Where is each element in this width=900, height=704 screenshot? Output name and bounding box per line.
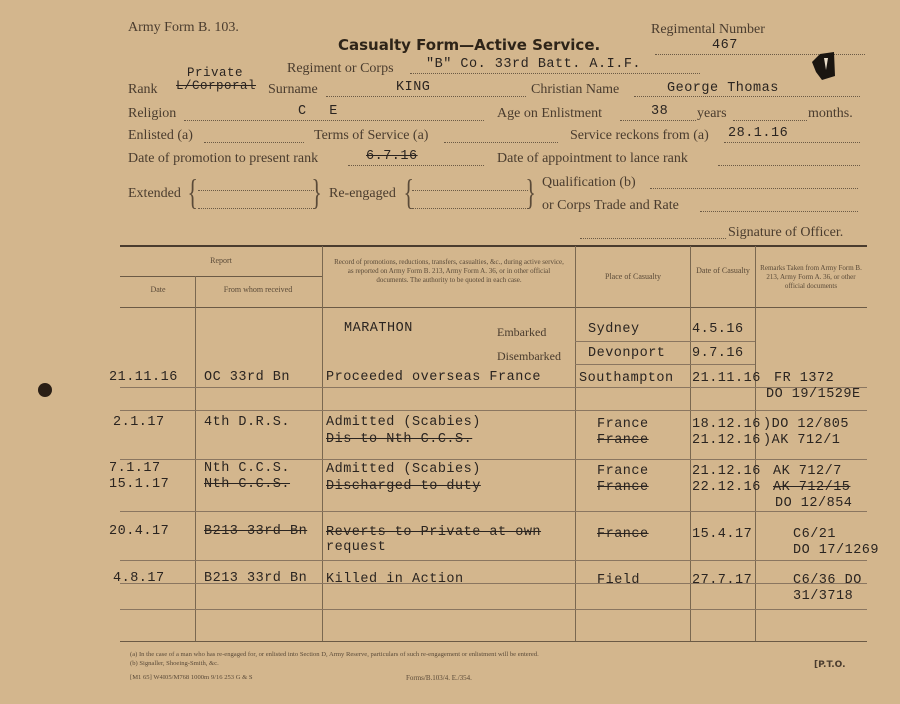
row-record: Dis to Nth C.C.S. [326, 432, 473, 447]
footnote-a: (a) In the case of a man who has re-engaged for, or enlisted into Section D, Army Reserve, particulars of such re-engagement or enlistment will be entered. [130, 651, 539, 658]
surname-label: Surname [268, 82, 318, 97]
row-record: Reverts to Private at own [326, 525, 542, 540]
row-date: 7.1.17 [109, 461, 161, 476]
extended-label: Extended [128, 186, 181, 201]
service-reckons-value: 28.1.16 [728, 126, 789, 141]
col-date: Date [150, 285, 166, 294]
lance-rank-label: Date of appointment to lance rank [497, 151, 688, 166]
row-date: 21.11.16 [109, 370, 178, 385]
disembarked-place: Devonport [588, 346, 666, 361]
row-casualty-date: 18.12.16 [692, 417, 761, 432]
months-label: months. [808, 106, 853, 121]
embarked-date: 4.5.16 [692, 322, 744, 337]
promotion-label: Date of promotion to present rank [128, 151, 319, 166]
terms-label: Terms of Service (a) [314, 128, 429, 143]
pto-label: [P.T.O. [814, 660, 846, 670]
row-casualty-date: 27.7.17 [692, 573, 753, 588]
row-remarks-2: DO 19/1529E [766, 387, 861, 402]
row-record: Discharged to duty [326, 479, 481, 494]
row-record: Killed in Action [326, 572, 464, 587]
hole-punch [38, 383, 52, 397]
surname-value: KING [396, 80, 431, 95]
row-remarks: )AK 712/1 [763, 433, 841, 448]
rank-value-new: Private [187, 66, 244, 80]
qualification-label: Qualification (b) [542, 175, 636, 190]
row-casualty-date: 21.12.16 [692, 464, 761, 479]
col-report: Report [210, 256, 232, 265]
col-remarks: Remarks Taken from Army Form B. 213, Army Form A. 36, or other official documents [760, 264, 862, 290]
embarked-place: Sydney [588, 322, 640, 337]
row-record-2: request [326, 540, 387, 555]
regiment-value: "B" Co. 33rd Batt. A.I.F. [426, 57, 642, 72]
disembarked-label: Disembarked [497, 349, 561, 363]
row-casualty-date: 22.12.16 [692, 480, 761, 495]
row-casualty-date: 15.4.17 [692, 527, 753, 542]
footnote-b: (b) Signaller, Shoeing-Smith, &c. [130, 660, 219, 667]
row-from: 4th D.R.S. [204, 415, 291, 430]
reengaged-label: Re-engaged [329, 186, 396, 201]
row-place: France [597, 527, 649, 542]
ink-blot [808, 50, 838, 82]
row-date: 15.1.17 [109, 477, 170, 492]
age-value: 38 [651, 104, 669, 119]
casualty-form-document: Army Form B. 103. Regimental Number 467 Casualty Form—Active Service. Regiment or Corps "B" Co. 33rd Batt. A.I.F. Rank Private L/Corporal Surname KING Christian Name George Thomas Religion C E Age on Enlistment 38 years months. Enlisted (a) Terms of Service (a) Service reckons from (a) 28.1.16 Date of promotion to present rank 6.7.16 Date of appointment to lance rank Extended { } Re-engaged { } Qualification (b) or Corps Trade and Rate Signature of Officer. Report Date From whom received Record of promotions, reductions, transfers, casualties, &c., during active service, as reported on Army Form B. 213, Army Form A. 36, or in other official documents. The authority to be quoted in each case. Place of Casualty Date of Casualty Remarks Taken from Army Form B. 213, Army Form A. 36, or other official documents MARATHON Embarked Sydney 4.5.16 Disembarked Devonport 9.7.16 21.11.16 OC 33rd Bn Proceeded overseas France Southampton 21.11.16 FR 1372 DO 19/1529E 2.1.17 4th D.R.S. Admitted (Scabies) France 18.12.16 )DO 12/805 Dis to Nth C.C.S. France 21.12.16 )AK 712/1 7.1.17 Nth C.C.S. Admitted (Scabies) France 21.12.16 AK 712/7 15.1.17 Nth C.C.S. Discharged to duty France 22.12.16 AK 712/15 DO 12/854 20.4.17 B213 33rd Bn Reverts to Private at own request France 15.4.17 C6/21 DO 17/1269 4.8.17 B213 33rd Bn Killed in Action Field 27.7.17 C6/36 DO 31/3718 (a) In the case of a man who has re-engaged for, or enlisted into Section D, Army Reserve, particulars of such re-engagement or enlistment will be entered. (b) Signaller, Shoeing-Smith, &c. [P.T.O. [M1 65] W4I05/M768 1000m 9/16 253 G & S Forms/B.103/4. E./354. [0, 0, 900, 704]
regimental-number-label: Regimental Number [651, 22, 765, 37]
rank-label: Rank [128, 82, 158, 97]
row-remarks: FR 1372 [774, 371, 835, 386]
row-date: 4.8.17 [113, 571, 165, 586]
corps-trade-label: or Corps Trade and Rate [542, 198, 679, 213]
row-record: Admitted (Scabies) [326, 462, 481, 477]
printer-info: [M1 65] W4I05/M768 1000m 9/16 253 G & S [130, 674, 253, 681]
regiment-label: Regiment or Corps [287, 61, 394, 76]
row-from: B213 33rd Bn [204, 571, 308, 586]
enlisted-label: Enlisted (a) [128, 128, 193, 143]
promotion-value: 6.7.16 [366, 149, 418, 164]
row-remarks: )DO 12/805 [763, 417, 850, 432]
form-title: Casualty Form—Active Service. [338, 36, 601, 54]
embarked-label: Embarked [497, 325, 547, 339]
row-from: Nth C.C.S. [204, 461, 291, 476]
col-record: Record of promotions, reductions, transfers, casualties, &c., during active service, as reported on Army Form B. 213, Army Form A. 36, or in other official documents. The authority to be quoted in each case. [334, 258, 564, 284]
row-place: France [597, 417, 649, 432]
years-label: years [697, 106, 727, 121]
signature-label: Signature of Officer. [728, 225, 844, 240]
col-from-whom: From whom received [223, 285, 293, 294]
row-remarks: AK 712/15 [773, 480, 851, 495]
religion-label: Religion [128, 106, 177, 121]
row-from: B213 33rd Bn [204, 524, 308, 539]
row-place: France [597, 433, 649, 448]
row-casualty-date: 21.11.16 [692, 371, 761, 386]
disembarked-date: 9.7.16 [692, 346, 744, 361]
row-place: France [597, 464, 649, 479]
row-date: 2.1.17 [113, 415, 165, 430]
age-label: Age on Enlistment [497, 106, 602, 121]
row-remarks-2: DO 12/854 [775, 496, 853, 511]
service-reckons-label: Service reckons from (a) [570, 128, 709, 143]
row-place: France [597, 480, 649, 495]
row-from: OC 33rd Bn [204, 370, 291, 385]
row-record: Proceeded overseas France [326, 370, 542, 385]
form-label: Army Form B. 103. [128, 20, 239, 35]
row-place: Southampton [579, 371, 674, 386]
row-record: Admitted (Scabies) [326, 415, 481, 430]
row-remarks: C6/36 DO [793, 573, 862, 588]
row-casualty-date: 21.12.16 [692, 433, 761, 448]
col-place: Place of Casualty [605, 272, 661, 281]
row-date: 20.4.17 [109, 524, 170, 539]
row-remarks: AK 712/7 [773, 464, 842, 479]
ship-name: MARATHON [344, 321, 413, 336]
row-remarks: C6/21 [793, 527, 837, 542]
col-casualty-date: Date of Casualty [696, 266, 750, 275]
row-remarks-2: 31/3718 [793, 589, 854, 604]
religion-value: C E [298, 104, 338, 119]
form-code: Forms/B.103/4. E./354. [406, 674, 472, 682]
christian-name-label: Christian Name [531, 82, 620, 97]
regimental-number-value: 467 [712, 38, 738, 53]
christian-name-value: George Thomas [667, 81, 779, 96]
row-remarks-2: DO 17/1269 [793, 543, 880, 558]
row-from: Nth C.C.S. [204, 477, 291, 492]
row-place: Field [597, 573, 641, 588]
rank-value-old: L/Corporal [176, 79, 257, 93]
